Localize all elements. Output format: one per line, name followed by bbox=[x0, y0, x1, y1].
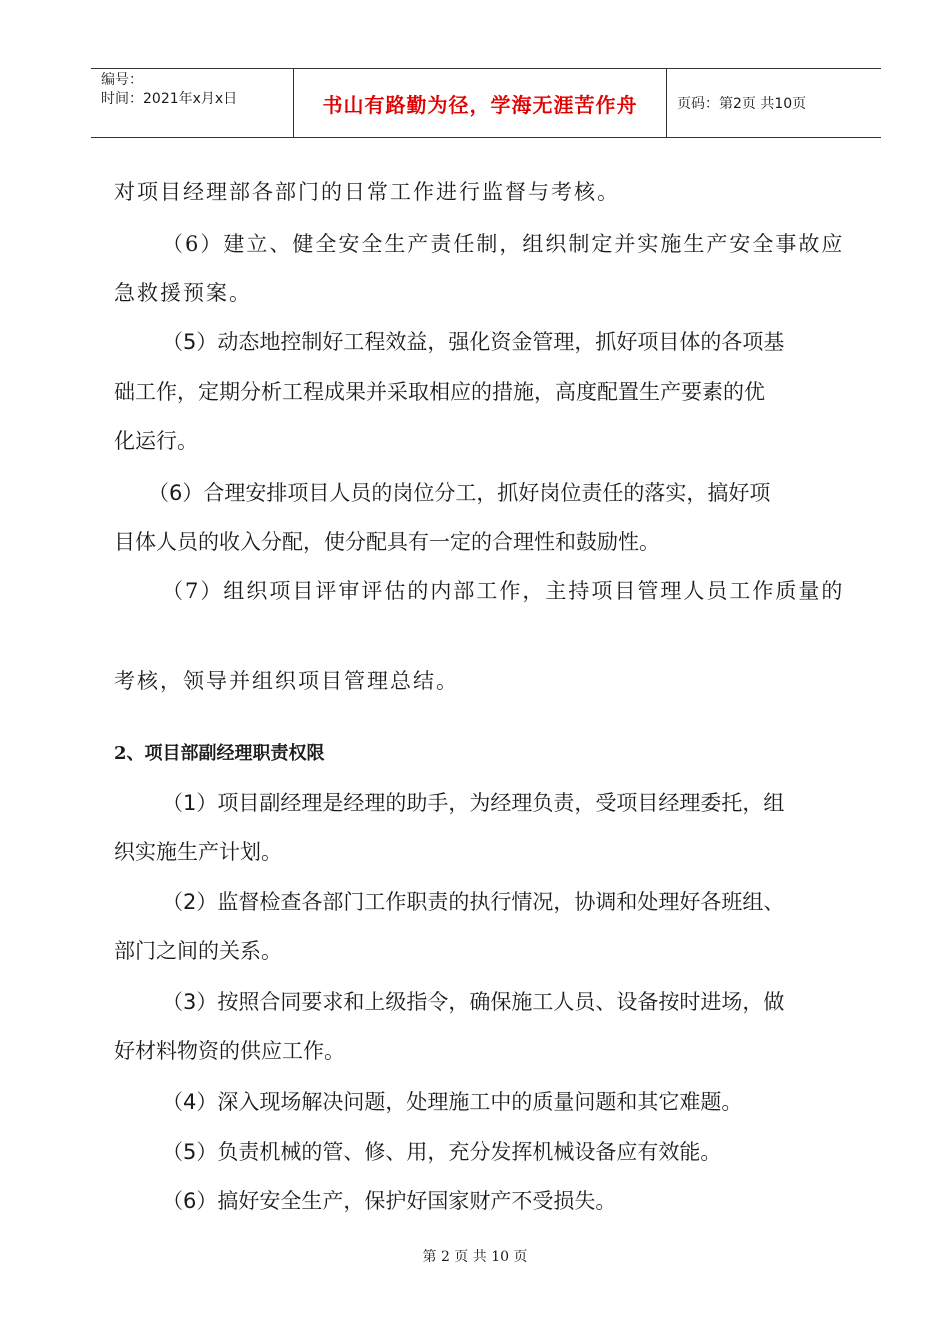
body-line: （5）负责机械的管、修、用，充分发挥机械设备应有效能。 bbox=[162, 1140, 722, 1164]
body-line: （5）动态地控制好工程效益，强化资金管理，抓好项目体的各项基 bbox=[162, 330, 785, 354]
section-heading: 2、项目部副经理职责权限 bbox=[114, 743, 325, 764]
body-line: 好材料物资的供应工作。 bbox=[114, 1039, 345, 1063]
body-line: （2）监督检查各部门工作职责的执行情况，协调和处理好各班组、 bbox=[162, 890, 785, 914]
header-meta bbox=[91, 69, 293, 137]
body-line: 础工作，定期分析工程成果并采取相应的措施，高度配置生产要素的优 bbox=[114, 380, 765, 404]
body-line: （1）项目副经理是经理的助手，为经理负责，受项目经理委托，组 bbox=[162, 791, 785, 815]
header-page-cell bbox=[667, 69, 881, 137]
body-line: 急救援预案。 bbox=[114, 281, 252, 305]
body-line: （6）合理安排项目人员的岗位分工，抓好岗位责任的落实，搞好项 bbox=[148, 481, 771, 505]
header-page-label: 页码：第2页 共10页 bbox=[677, 96, 807, 112]
header-motto: 书山有路勤为径，学海无涯苦作舟 bbox=[322, 92, 638, 117]
body-line: （6）搞好安全生产，保护好国家财产不受损失。 bbox=[162, 1189, 617, 1213]
document-time-label: 时间：2021年x月x日 bbox=[101, 91, 238, 107]
body-line: （3）按照合同要求和上级指令，确保施工人员、设备按时进场，做 bbox=[162, 990, 785, 1014]
body-line: （4）深入现场解决问题，处理施工中的质量问题和其它难题。 bbox=[162, 1090, 743, 1114]
body-line: 目体人员的收入分配，使分配具有一定的合理性和鼓励性。 bbox=[114, 530, 660, 554]
header-motto-cell bbox=[293, 69, 667, 137]
body-line: （7）组织项目评审评估的内部工作，主持项目管理人员工作质量的 bbox=[162, 579, 845, 603]
page-footer: 第 2 页 共 10 页 bbox=[422, 1249, 528, 1265]
body-line: 对项目经理部各部门的日常工作进行监督与考核。 bbox=[114, 180, 620, 204]
body-line: 部门之间的关系。 bbox=[114, 939, 282, 963]
body-line: 织实施生产计划。 bbox=[114, 840, 282, 864]
document-number-label: 编号： bbox=[101, 72, 143, 88]
document-header bbox=[91, 68, 881, 138]
body-line: 化运行。 bbox=[114, 429, 198, 453]
body-line: 考核，领导并组织项目管理总结。 bbox=[114, 669, 459, 693]
body-line: （6）建立、健全安全生产责任制，组织制定并实施生产安全事故应 bbox=[162, 232, 845, 256]
